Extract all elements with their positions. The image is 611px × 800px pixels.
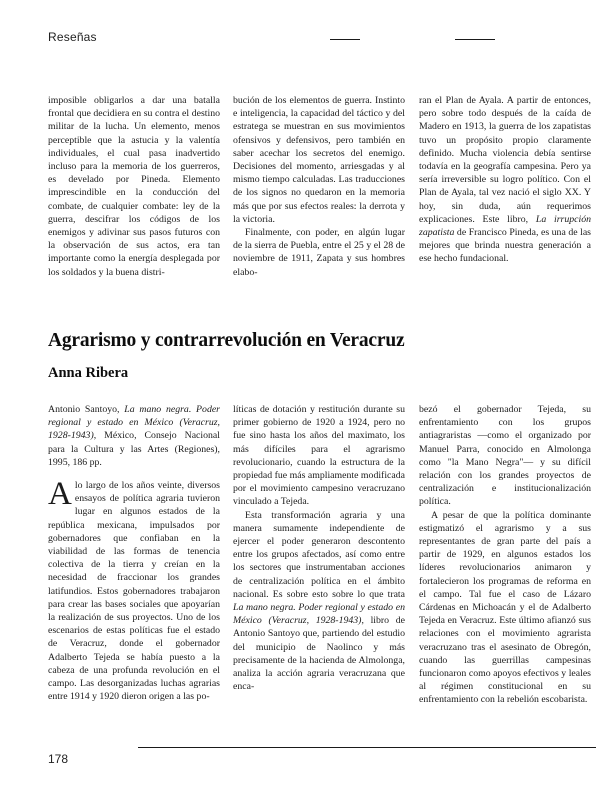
paragraph-3-text-b: , libro de Antonio Santoyo que, partiendo del estudio del municipio de Naolinco y más precisamente de la hacienda de Almolonga, analiza la acción agraria veracruzana que enca- [233, 615, 405, 693]
citation-book-title: La mano negra. Poder regional y estado en México (Veracruz, 1928-1943) [48, 404, 220, 442]
article-title: Agrarismo y contrarrevolución en Veracruz [48, 330, 405, 351]
previous-review-column-1 [48, 94, 220, 279]
previous-review-text-3: Finalmente, con poder, en algún lugar de la sierra de Puebla, entre el 25 y el 28 de noviembre de 1911, Zapata y sus hombres elabo- [233, 227, 405, 278]
article-paragraph-4: bezó el gobernador Tejeda, su enfrentamiento con los grupos antiagraristas —como el organizado por Manuel Parra, conocido en Almolonga como "la Mano Negra"— y su difícil relación con los grandes proyectos de centralización e institucionalización política. [419, 404, 591, 508]
previous-review-column-2 [233, 94, 405, 279]
first-paragraph-text: lo largo de los años veinte, diversos ensayos de política agraria tuvieron lugar en algunos estados de la república mexicana, impulsados por gobernadores que confiaban en la viabilidad de las formas de tenencia colectiva de la tierra y creían en la necesidad de fraccionar los grandes latifundios. Estos gobernadores trabajaron para crear las bases sociales que apoyarían la realización de sus proyectos. Uno de los escenarios de estas políticas fue el estado de Veracruz, donde el gobernador Adalberto Tejeda se había puesto a la cabeza de una profunda revolución en el campo. Las desorganizadas luchas agrarias entre 1914 y 1920 dieron origen a las po- [48, 480, 220, 703]
previous-review-text-4a: ran el Plan de Ayala. A partir de entonces, pero sobre todo después de la caída de Madero en 1913, la guerra de los zapatistas tuvo un propósito propio claramente definido. Mucha violencia debía sentirse todavía en la geografía campesina. Pero ya sería irreversible su logro político. Con el Plan de Ayala, tal vez nació el siglo XX. Y hoy, sin duda, aún requerimos explicaciones. Este libro, [419, 95, 591, 225]
article-first-paragraph [48, 476, 220, 703]
book-citation [48, 403, 220, 469]
citation-author: Antonio Santoyo, [48, 404, 125, 415]
previous-review-text-4b: de Francisco Pineda, es una de las mejores que brinda nuestra generación a ese hecho fundacional. [419, 227, 591, 265]
article-paragraph-3 [233, 509, 405, 694]
article-column-2 [233, 403, 405, 693]
page-number: 178 [48, 752, 69, 766]
paragraph-3-book-title: La mano negra. Poder regional y estado en México (Veracruz, 1928-1943) [233, 602, 405, 627]
header-rule-right [455, 39, 495, 40]
section-label: Reseñas [48, 30, 97, 44]
article-paragraph-5: A pesar de que la política dominante estigmatizó el agrarismo y a sus representantes de gran parte del país a partir de 1929, en algunos estados los líderes revolucionarios animaron y fortalecieron los programas de reforma en el campo. Tal fue el caso de Lázaro Cárdenas en Michoacán y el de Adalberto Tejeda en Veracruz. Este último afianzó sus relaciones con el movimiento agrarista veracruzano tras el asesinato de Obregón, cuando las guerrillas campesinas funcionaron como apoyos efectivos y leales al régimen constitucional en su enfrentamiento con la rebelión escobarista. [419, 509, 591, 706]
footer-rule [138, 747, 596, 748]
article-paragraph-2: líticas de dotación y restitución durante su primer gobierno de 1920 a 1924, pero no fue sino hasta los años del maximato, los más difíciles para el agrarismo revolucionario, cuando la estructura de la propiedad fue más ampliamente modificada por el movimiento campesino veracruzano vinculado a Tejeda. [233, 404, 405, 508]
previous-review-column-3 [419, 94, 591, 266]
article-column-3 [419, 403, 591, 707]
citation-details: , México, Consejo Nacional para la Cultura y las Artes (Regiones), 1995, 186 pp. [48, 430, 220, 468]
previous-review-text-1: imposible obligarlos a dar una batalla frontal que decidiera en su contra el destino militar de la lucha. Un elemento, menos perceptible que la astucia y la valentía individuales, el cual pasa inadvertido incluso para la memoria de los guerreros, es develado por Pineda. Elemento imprescindible en la conducción del combate, de cualquier combate: ley de la guerra, descifrar los códigos de los enemigos y adivinar sus pasos futuros con la observación de sus actos, era tan importante como la energía desplegada por los soldados y la buena distri- [48, 95, 220, 278]
drop-cap: A [48, 476, 72, 513]
book-title-la-irrupcion-zapatista: La irrupción zapatista [419, 213, 591, 239]
header-rule-left [330, 39, 360, 40]
paragraph-3-text-a: Esta transformación agraria y una manera sumamente independiente de ejercer el poder generaron descontento entre los grupos afectados, así como entre los sectores que instrumentaban acciones de centralización política en el ámbito nacional. Es sobre esto sobre lo que trata [233, 509, 405, 600]
previous-review-text-4 [419, 94, 591, 266]
article-column-1 [48, 403, 220, 703]
article-author: Anna Ribera [48, 365, 129, 381]
previous-review-text-2: bución de los elementos de guerra. Instinto e inteligencia, la capacidad del táctico y del estratega se muestran en sus movimientos ofensivos y defensivos, pero también en saber acechar los secretos del enemigo. Decisiones del momento, arriesgadas y al mismo tiempo calculadas. Las traducciones de los signos no quedaron en la memoria más que por sus efectos reales: la derrota y la victoria. [233, 95, 405, 225]
